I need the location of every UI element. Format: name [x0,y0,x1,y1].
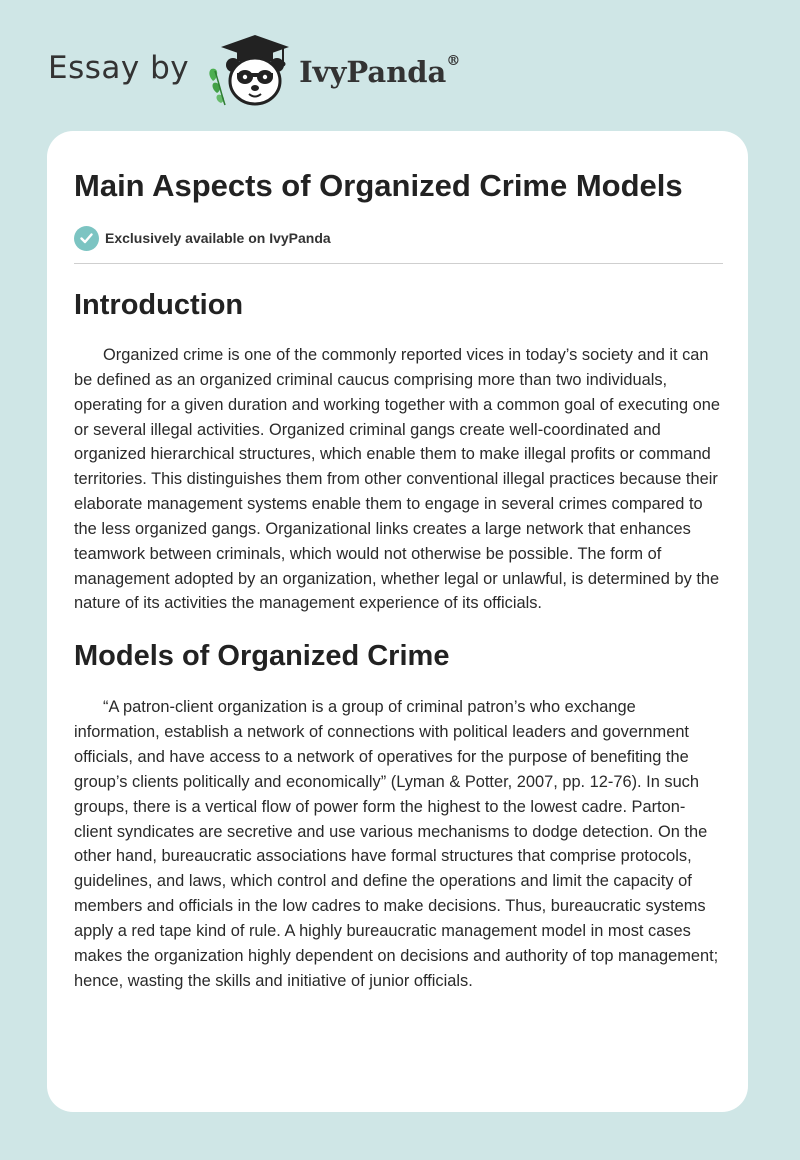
ivypanda-logo-link[interactable] [203,31,460,109]
section-heading-models: Models of Organized Crime [74,640,450,673]
ivy-leaf-icon [209,69,225,105]
section-models [74,637,721,993]
brand-name: IvyPanda® [299,53,461,89]
section-paragraph-models: “A patron-client organization is a group of criminal patron’s who exchange information, establish a network of connections with political leaders and government officials, and have access to a network of operatives for the purpose of benefiting the group’s clients politically and economically” (Lyman & Potter, 2007, pp. 12-76). In such groups, there is a vertical flow of power form the highest to the lowest cadre. Parton-client syndicates are secretive and use various mechanisms to dodge detection. On the other hand, bureaucratic associations have formal structures that comprise protocols, guidelines, and laws, which control and define the operations and limit the capacity of members and officials in the low cadres to make decisions. Thus, bureaucratic systems apply a red tape kind of rule. A highly bureaucratic management model in most cases makes the organization highly dependent on decisions and authority of top management; hence, wasting the skills and initiative of junior officials. [74,698,719,990]
article-card [47,131,748,1112]
registered-mark: ® [446,53,461,69]
section-heading-introduction: Introduction [74,289,244,321]
section-paragraph-introduction: Organized crime is one of the commonly reported vices in today’s society and it can be defined as an organized criminal caucus comprising more than two individuals, operating for a given duration and working together with a common goal of executing one or several illegal activities. Organized criminal gangs create well-coordinated and organized hierarchical structures, which enable them to make illegal profits or command territories. This distinguishes them from other conventional illegal practices because their elaborate management systems enable them to engage in several crimes compared to the less organized gangs. Organizational links creates a large network that enhances teamwork between criminals, which would not otherwise be possible. The form of management adopted by an organization, whether legal or unlawful, is determined by the nature of its activities the management experience of its officials. [74,346,721,613]
exclusive-badge-label: Exclusively available on IvyPanda [105,230,331,246]
essay-by-label: Essay by [48,50,190,86]
section-introduction [74,286,721,616]
divider [74,263,723,264]
article-title: Main Aspects of Organized Crime Models [74,168,683,203]
exclusive-badge [74,224,721,252]
site-header [48,30,548,110]
panda-logo-icon [203,31,295,109]
check-circle-icon [74,226,99,251]
